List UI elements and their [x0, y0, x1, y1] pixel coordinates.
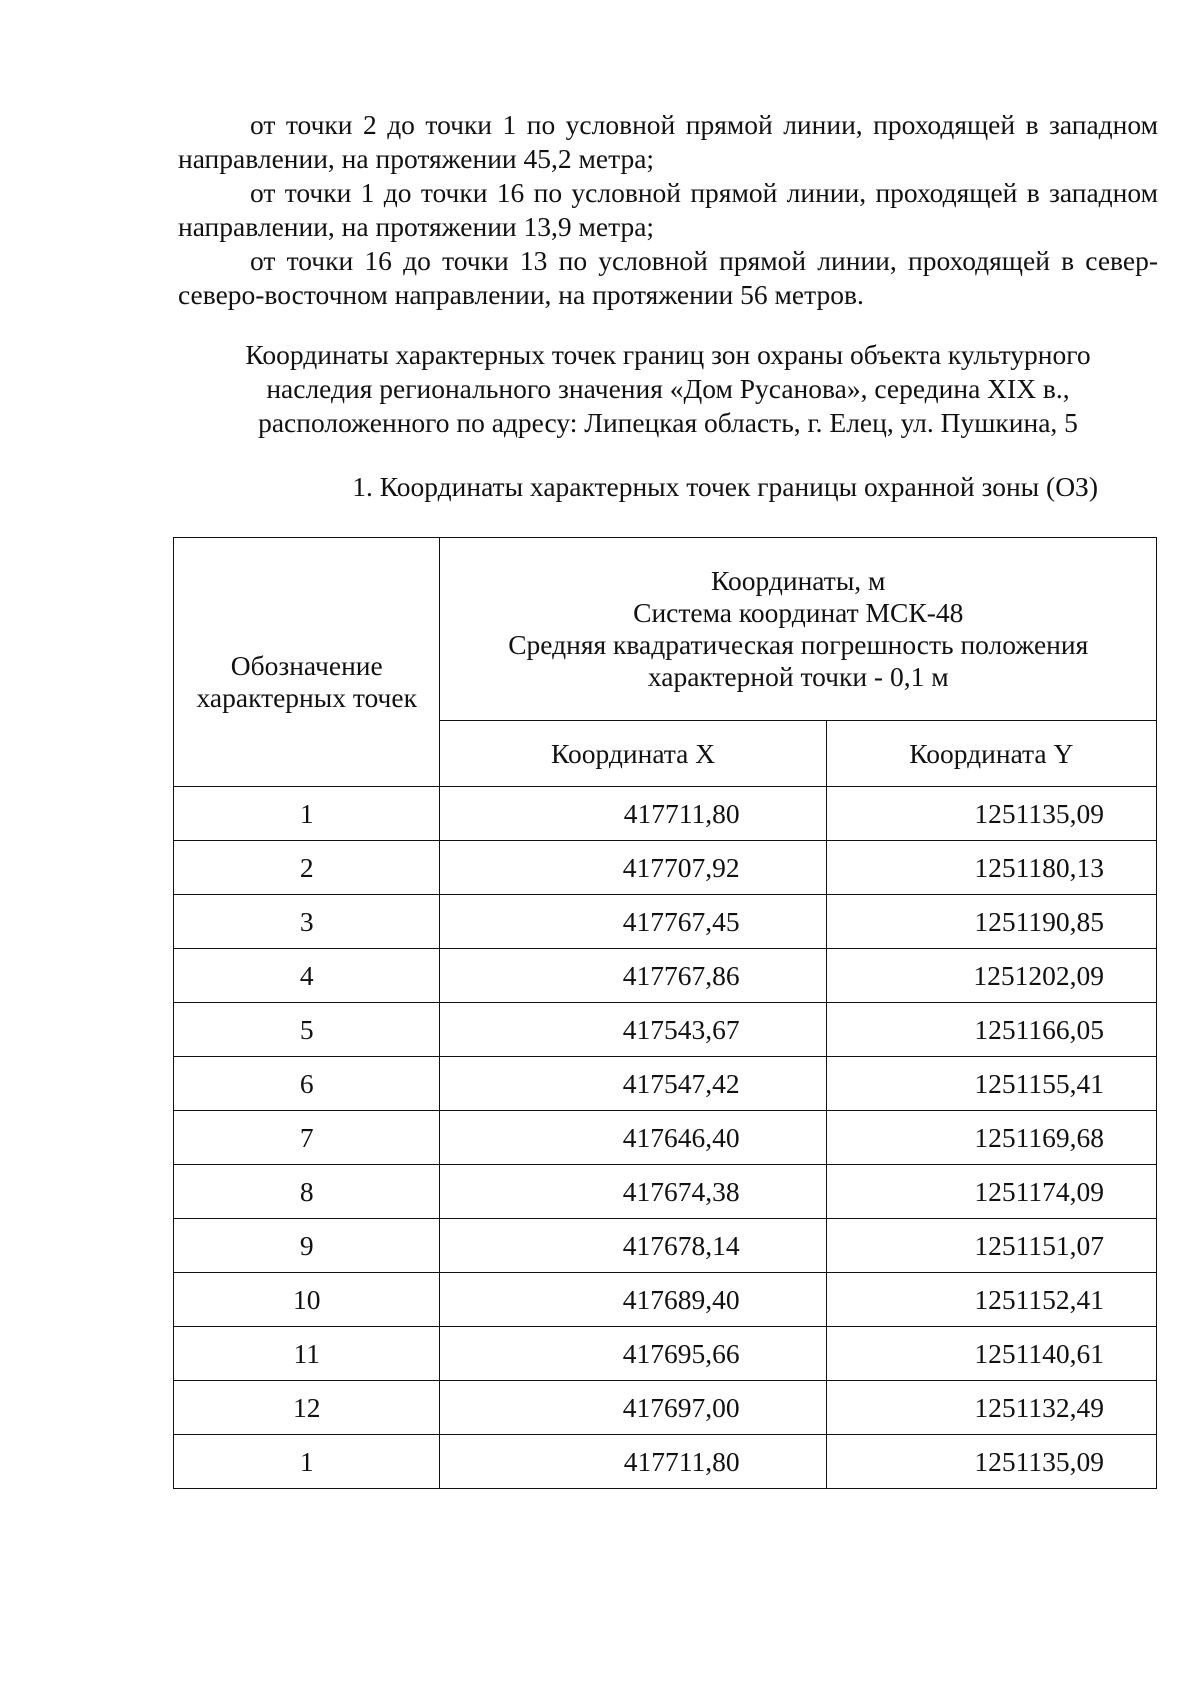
cell-y: 1251155,41 [826, 1057, 1156, 1111]
cell-x: 417697,00 [440, 1381, 826, 1435]
cell-x: 417767,45 [440, 895, 826, 949]
table-row [174, 1273, 1157, 1327]
paragraph-segment-2-1: от точки 2 до точки 1 по условной прямой линии, проходящей в западном направлении, на протяжении 45,2 метра; [178, 109, 1158, 174]
boundary-description [178, 108, 1158, 312]
cell-point: 1 [174, 1435, 440, 1489]
heading-line: наследия регионального значения «Дом Русанова», середина XIX в., [266, 373, 1070, 404]
heading-line: Координаты характерных точек границ зон охраны объекта культурного [245, 339, 1091, 370]
cell-x: 417711,80 [440, 1435, 826, 1489]
cell-point: 12 [174, 1381, 440, 1435]
header-point-designation [174, 538, 440, 787]
header-main-line: Средняя квадратическая погрешность положения [508, 629, 1089, 661]
table-row [174, 895, 1157, 949]
cell-x: 417711,80 [440, 787, 826, 841]
cell-x: 417547,42 [440, 1057, 826, 1111]
cell-x: 417689,40 [440, 1273, 826, 1327]
header-coordinate-y: Координата Y [826, 721, 1156, 787]
cell-y: 1251202,09 [826, 949, 1156, 1003]
cell-point: 2 [174, 841, 440, 895]
cell-point: 8 [174, 1165, 440, 1219]
table-row [174, 1165, 1157, 1219]
cell-y: 1251180,13 [826, 841, 1156, 895]
cell-y: 1251140,61 [826, 1327, 1156, 1381]
cell-x: 417707,92 [440, 841, 826, 895]
table-row [174, 1381, 1157, 1435]
table-row [174, 1111, 1157, 1165]
cell-point: 6 [174, 1057, 440, 1111]
cell-y: 1251135,09 [826, 787, 1156, 841]
table-row [174, 841, 1157, 895]
cell-point: 4 [174, 949, 440, 1003]
header-coordinate-x: Координата X [440, 721, 826, 787]
table-row [174, 1057, 1157, 1111]
table-row [174, 1435, 1157, 1489]
cell-y: 1251132,49 [826, 1381, 1156, 1435]
cell-point: 3 [174, 895, 440, 949]
cell-y: 1251135,09 [826, 1435, 1156, 1489]
cell-x: 417543,67 [440, 1003, 826, 1057]
cell-y: 1251174,09 [826, 1165, 1156, 1219]
section-title: 1. Координаты характерных точек границы охранной зоны (ОЗ) [352, 471, 1098, 502]
header-main-line: Система координат МСК-48 [633, 597, 964, 629]
cell-point: 7 [174, 1111, 440, 1165]
table-row [174, 787, 1157, 841]
cell-y: 1251152,41 [826, 1273, 1156, 1327]
header-label-line: характерных точек [196, 682, 417, 713]
cell-y: 1251166,05 [826, 1003, 1156, 1057]
cell-point: 9 [174, 1219, 440, 1273]
cell-x: 417674,38 [440, 1165, 826, 1219]
cell-point: 5 [174, 1003, 440, 1057]
cell-x: 417767,86 [440, 949, 826, 1003]
table-row [174, 1219, 1157, 1273]
cell-point: 11 [174, 1327, 440, 1381]
paragraph-segment-1-16: от точки 1 до точки 16 по условной прямой линии, проходящей в западном направлении, на протяжении 13,9 метра; [178, 177, 1158, 242]
heading-line: расположенного по адресу: Липецкая область, г. Елец, ул. Пушкина, 5 [258, 407, 1078, 438]
cell-point: 1 [174, 787, 440, 841]
paragraph-segment-16-13: от точки 16 до точки 13 по условной прямой линии, проходящей в север-северо-восточном направлении, на протяжении 56 метров. [178, 245, 1158, 310]
table-row [174, 949, 1157, 1003]
header-label-line: Обозначение [230, 650, 383, 681]
cell-y: 1251190,85 [826, 895, 1156, 949]
table-row [174, 1003, 1157, 1057]
cell-x: 417646,40 [440, 1111, 826, 1165]
cell-point: 10 [174, 1273, 440, 1327]
header-main-line: Координаты, м [711, 565, 886, 597]
table-row [174, 1327, 1157, 1381]
coordinates-table [173, 537, 1157, 1489]
cell-y: 1251151,07 [826, 1219, 1156, 1273]
cell-x: 417678,14 [440, 1219, 826, 1273]
cell-x: 417695,66 [440, 1327, 826, 1381]
header-coordinates [440, 538, 1157, 721]
document-heading [178, 338, 1158, 440]
header-main-line: характерной точки - 0,1 м [647, 661, 949, 693]
cell-y: 1251169,68 [826, 1111, 1156, 1165]
